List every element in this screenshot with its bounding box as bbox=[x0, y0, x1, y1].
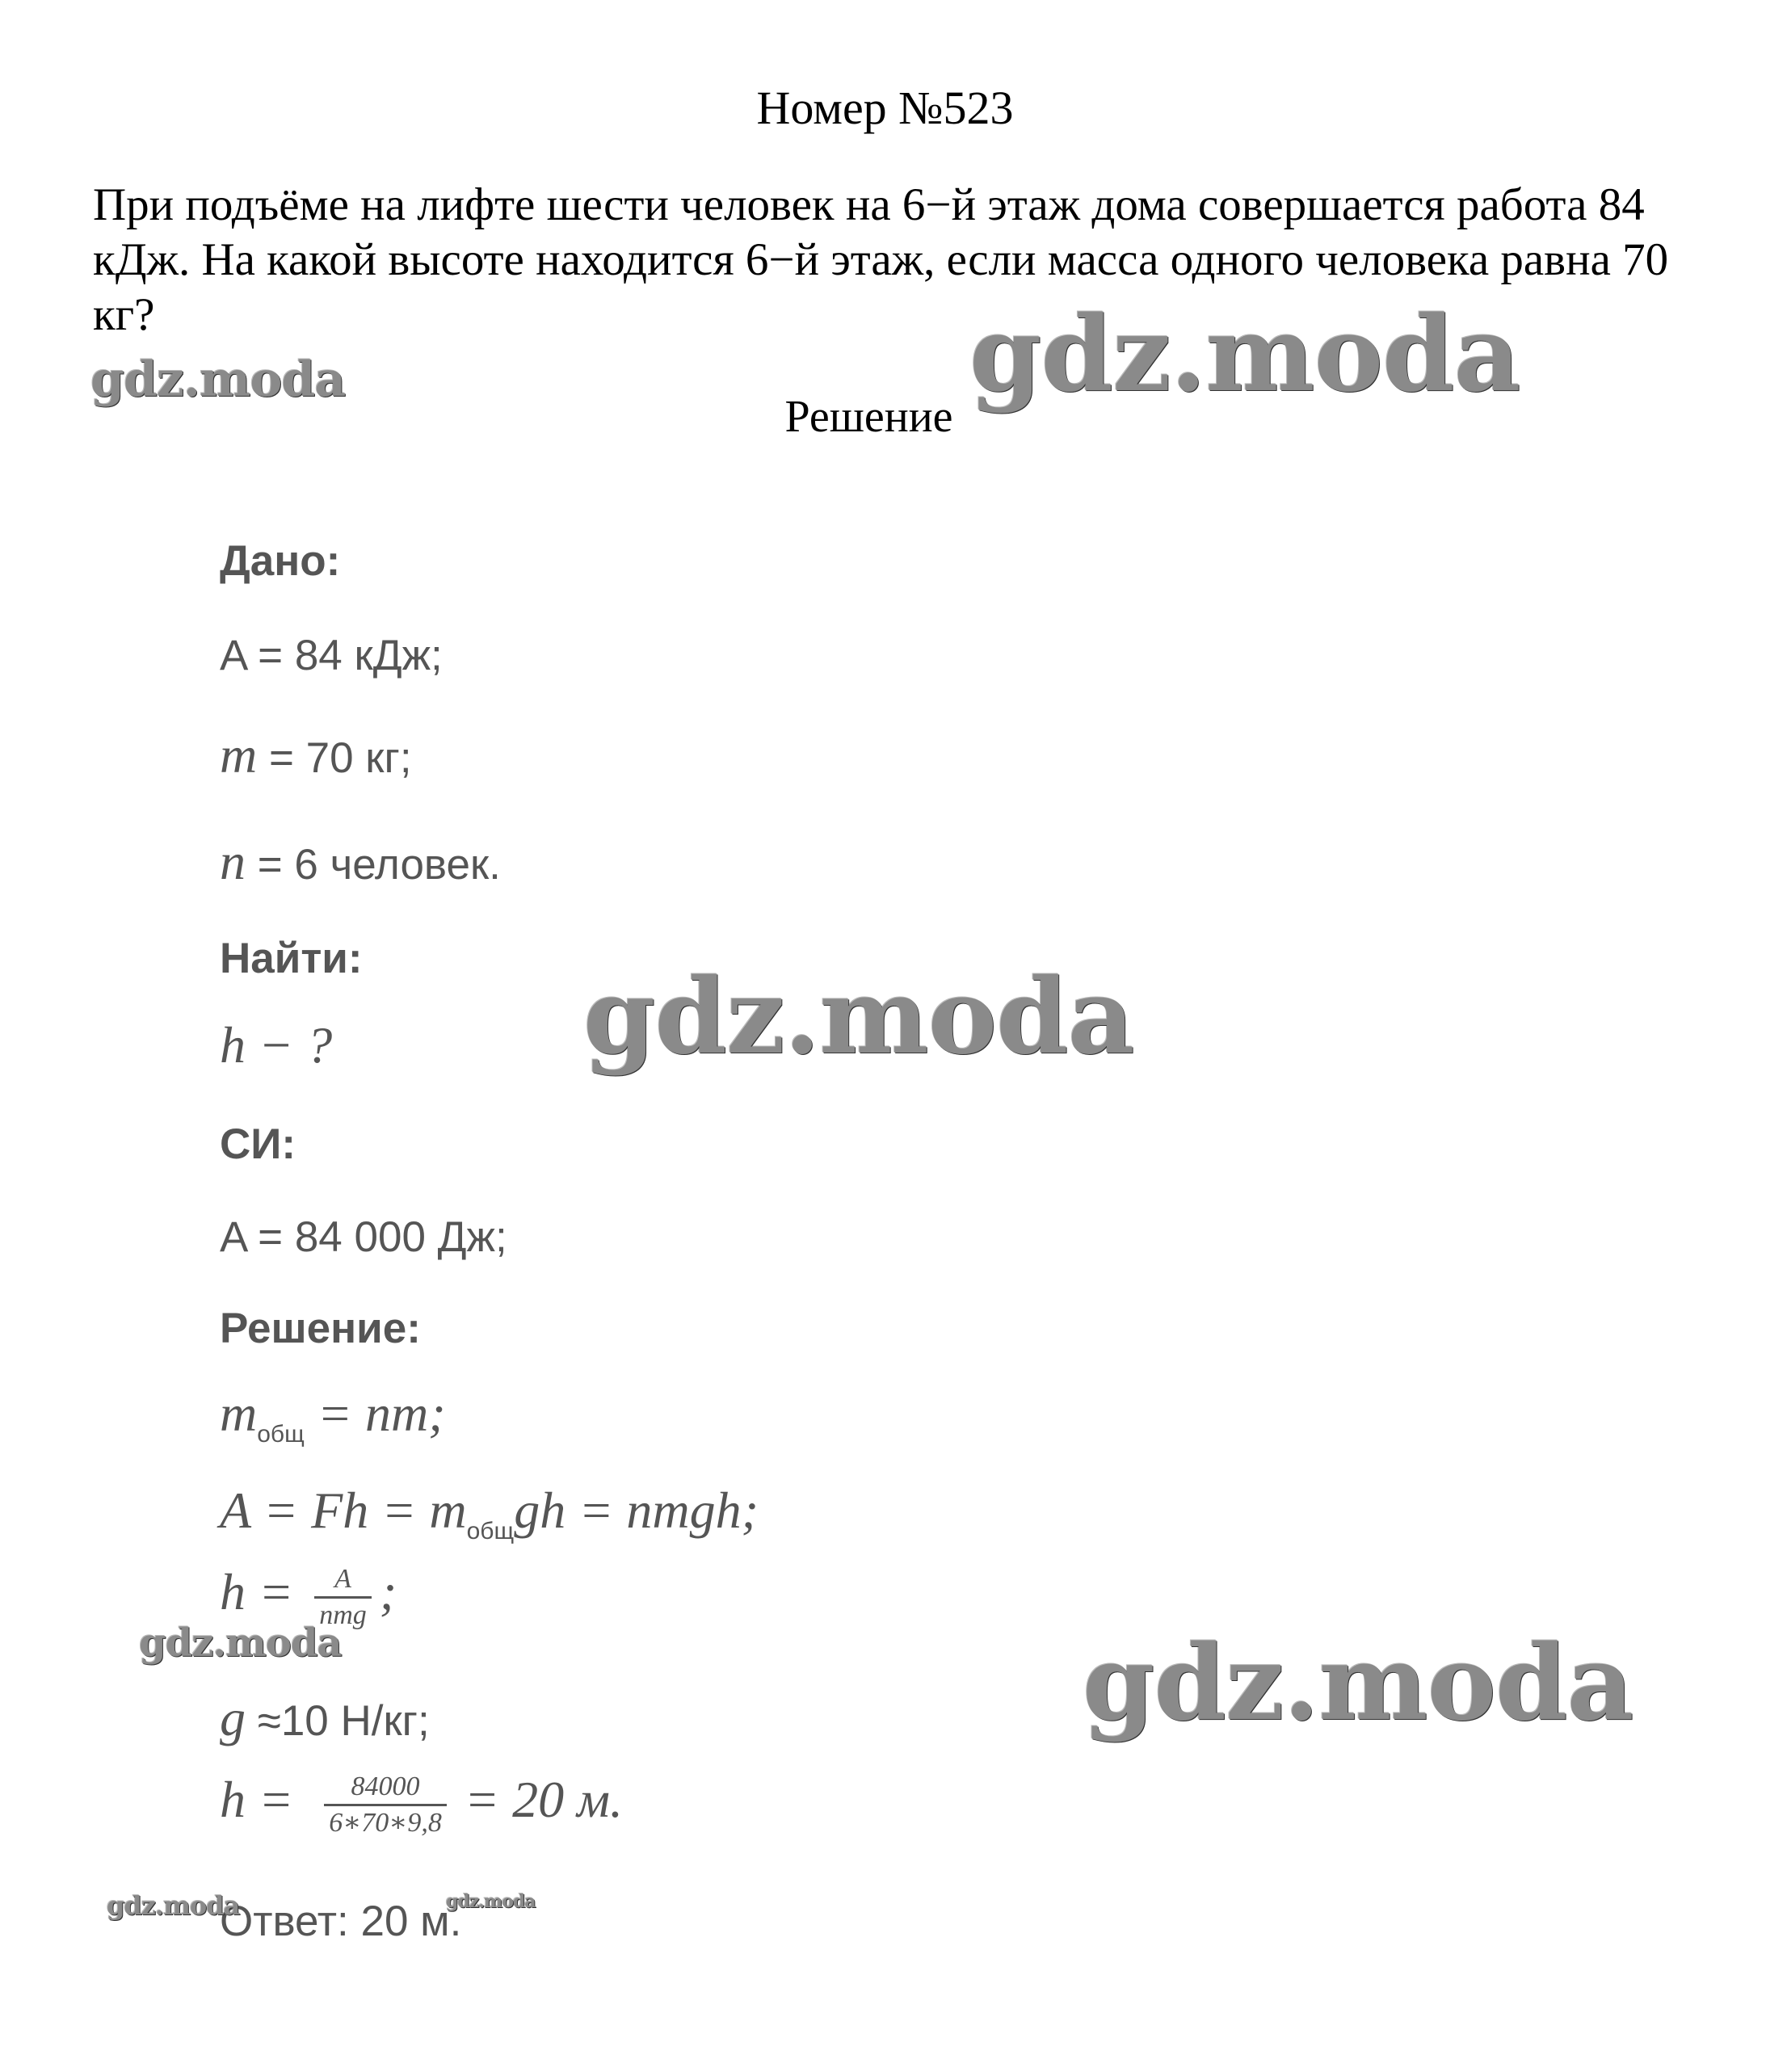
equation-work bbox=[220, 1482, 759, 1545]
solution-label: Решение: bbox=[220, 1305, 421, 1352]
eq4-rest: ≈10 Н/кг; bbox=[246, 1697, 430, 1745]
eq1-subscript: общ bbox=[257, 1421, 305, 1448]
watermark: gdz.moda bbox=[139, 1620, 342, 1666]
eq5-numerator: 84000 bbox=[351, 1771, 420, 1801]
equation-result bbox=[220, 1773, 623, 1837]
eq2-rest: gh = nmgh; bbox=[514, 1482, 759, 1539]
equation-total-mass bbox=[220, 1385, 446, 1448]
eq3-end: ; bbox=[379, 1563, 397, 1621]
eq2-subscript: общ bbox=[466, 1518, 515, 1545]
count-value: = 6 человек. bbox=[246, 841, 501, 889]
given-count bbox=[220, 833, 501, 890]
given-work: A = 84 кДж; bbox=[220, 632, 443, 679]
eq5-denominator: 6∗70∗9,8 bbox=[324, 1804, 447, 1837]
find-height bbox=[220, 1016, 333, 1074]
page-title: Номер №523 bbox=[756, 82, 1014, 134]
count-variable: n bbox=[220, 833, 246, 890]
answer: Ответ: 20 м. bbox=[220, 1898, 462, 1945]
eq2-left: A = Fh = m bbox=[220, 1482, 467, 1539]
find-label: Найти: bbox=[220, 935, 363, 982]
watermark: gdz.moda bbox=[107, 1890, 240, 1921]
si-label: СИ: bbox=[220, 1120, 296, 1168]
eq3-numerator: A bbox=[334, 1564, 351, 1594]
watermark: gdz.moda bbox=[969, 294, 1520, 415]
given-mass bbox=[220, 726, 412, 784]
watermark: gdz.moda bbox=[583, 956, 1134, 1078]
eq3-left: h = bbox=[220, 1563, 294, 1621]
si-work: A = 84 000 Дж; bbox=[220, 1213, 507, 1261]
watermark: gdz.moda bbox=[446, 1891, 536, 1912]
mass-variable: m bbox=[220, 726, 258, 784]
given-label: Дано: bbox=[220, 537, 341, 585]
height-variable: h bbox=[220, 1016, 246, 1074]
eq1-rest: = nm; bbox=[304, 1385, 446, 1442]
eq1-m: m bbox=[220, 1385, 258, 1442]
watermark: gdz.moda bbox=[1083, 1623, 1633, 1744]
problem-text: При подъёме на лифте шести человек на 6−й этаж дома совершается работа 84 кДж. На какой высоте находится 6−й этаж, если масса одного человека равна 70 кг? bbox=[93, 179, 1669, 340]
eq4-g: g bbox=[220, 1689, 246, 1746]
mass-value: = 70 кг; bbox=[257, 734, 412, 782]
height-unknown: − ? bbox=[246, 1016, 333, 1074]
watermark: gdz.moda bbox=[90, 351, 346, 408]
eq3-denominator: nmg bbox=[314, 1596, 372, 1629]
eq5-rest: = 20 м. bbox=[464, 1771, 623, 1829]
equation-gravity bbox=[220, 1689, 430, 1746]
eq5-left: h = bbox=[220, 1771, 294, 1829]
eq5-fraction bbox=[324, 1773, 447, 1837]
solution-heading: Решение bbox=[784, 392, 953, 442]
